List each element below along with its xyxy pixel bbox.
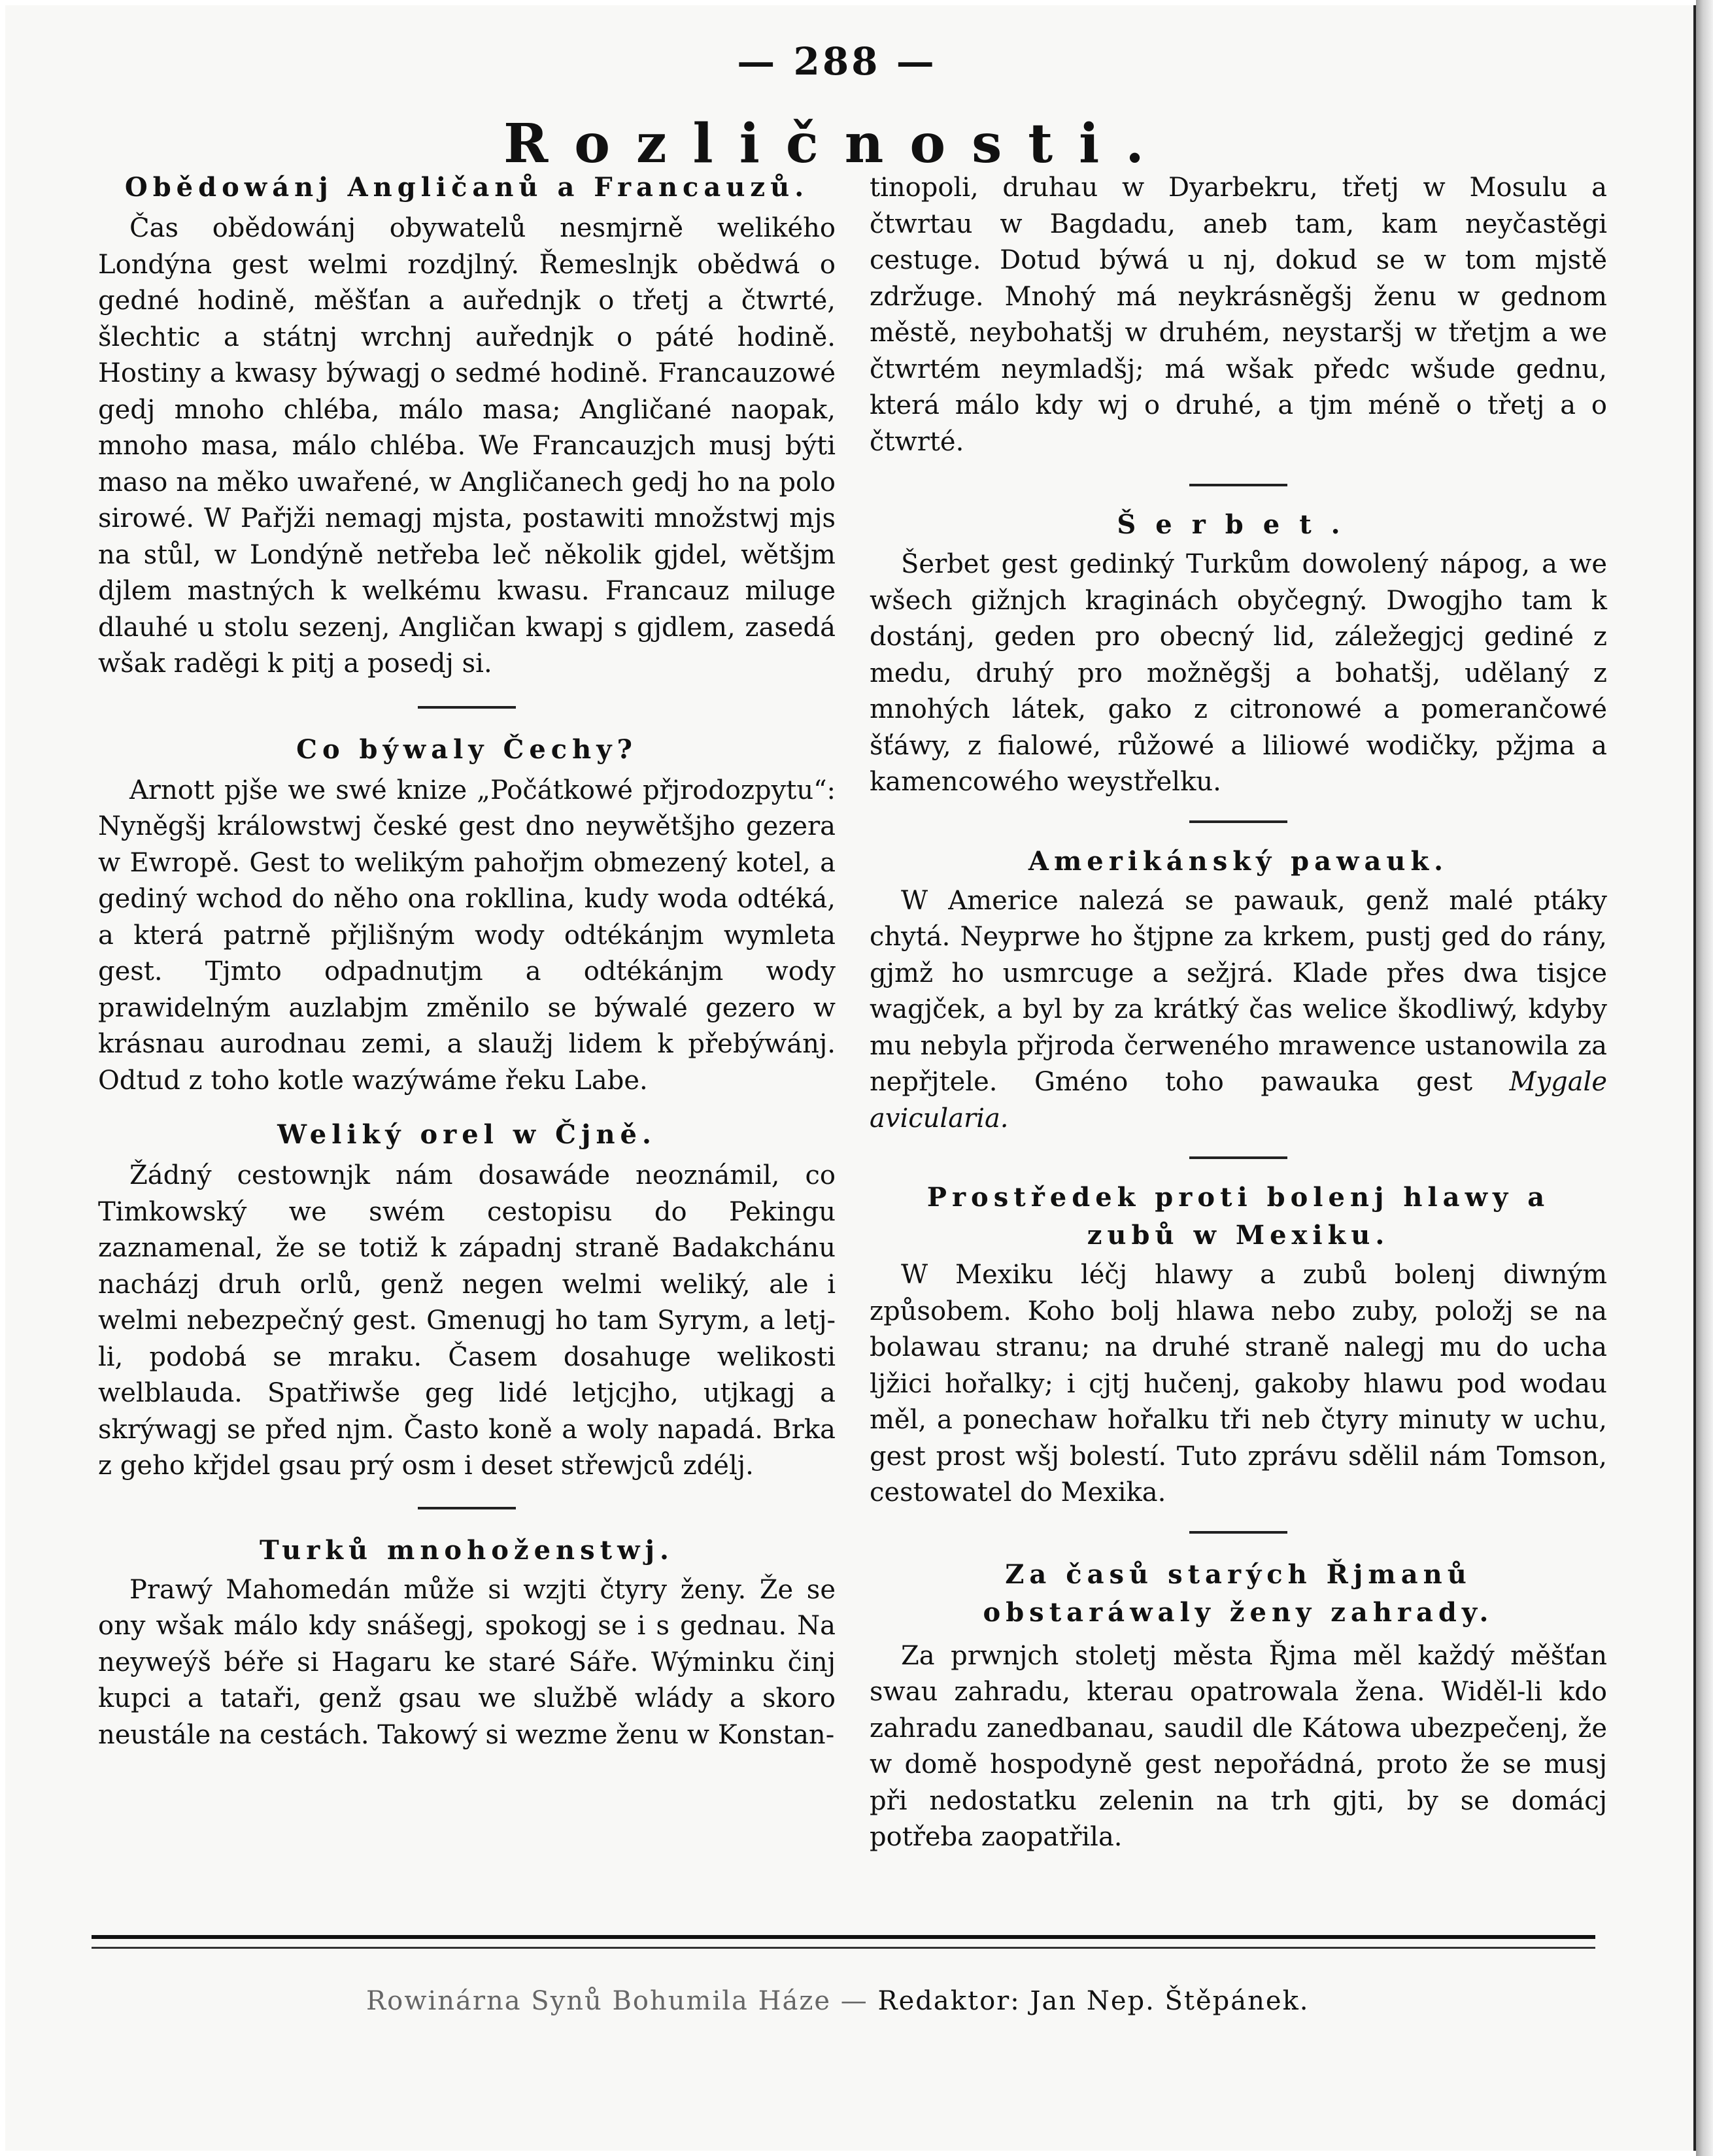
divider [1189, 1156, 1287, 1159]
divider [1189, 484, 1287, 486]
heading-mexico-remedy: Prostředek proti bolenj hlawy a zubů w Mexiku. [926, 1182, 1550, 1251]
heading-polygamy: Turků mnohoženstwj. [260, 1534, 674, 1566]
imprint-separator: — [840, 1986, 868, 2016]
article-spider [870, 883, 1607, 1137]
article-polygamy: Prawý Mahomedán může si wzjti čtyry ženy. Že se ony wšak málo kdy snášegj, spokogj se i s gednau. Na neyweýš béře si Hagaru ke staré Sáře. Wýminku činj kupci a tataři, genž gsau we službě wlády a skoro neustále na cestách. Takowý si wezme ženu w Konstan- [98, 1574, 836, 1750]
heading-sherbet: Šerbet. [1117, 509, 1360, 540]
page-edge-shadow [1696, 0, 1713, 2156]
right-column [870, 169, 1607, 1856]
heading-bohemia: Co býwaly Čechy? [296, 733, 637, 765]
footer-rule-thick [92, 1935, 1595, 1939]
printer-name: Rowinárna Synů Bohumila Háze [366, 1986, 832, 2016]
latin-species-name: Mygale avicularia. [870, 1067, 1608, 1134]
editor-name: Redaktor: Jan Nep. Štěpánek. [877, 1986, 1310, 2016]
page-title: Rozličnosti. [503, 112, 1170, 175]
heading-dining: Obědowánj Angličanů a Francauzů. [124, 172, 809, 203]
page-number: — 288 — [737, 39, 937, 84]
article-sherbet: Šerbet gest gedinký Turkům dowolený nápog, a we wšech gižnjch kraginách obyčegný. Dwogjho tam k dostánj, geden pro obecný lid, záležegjcj gediné z medu, druhý pro možněgšj a bohatšj, udělaný z mnohých látek, gako z citronowé a pomerančowé šťáwy, z fialowé, růžowé a liliowé wodičky, pžjma a kamencowého weystřelku. [870, 549, 1607, 797]
footer-rule-thin [92, 1947, 1595, 1949]
imprint [366, 1986, 1412, 2016]
heading-eagle: Weliký orel w Čjně. [277, 1119, 656, 1150]
article-eagle: Žádný cestownjk nám dosawáde neoznámil, co Timkowský we swém cestopisu do Pekingu zaznamenal, že se totiž k západnj straně Badakchánu nacházj druh orlů, genž negen welmi weliký, ale i welmi nebezpečný gest. Gmenugj ho tam Syrym, a letj-li, podobá se mraku. Časem dosahuge welikosti welblauda. Spatřiwše geg lidé letjcjho, utjkagj a skrýwagj se před njm. Často koně a woly napadá. Brka z geho křjdel gsau prý osm i deset střewjců zdélj. [98, 1160, 836, 1481]
divider [418, 706, 516, 709]
left-column [98, 169, 836, 1753]
divider [1189, 820, 1287, 823]
divider [418, 1507, 516, 1509]
article-polygamy-continued: tinopoli, druhau w Dyarbekru, třetj w Mosulu a čtwrtau w Bagdadu, aneb tam, kam neyčastěgi cestuge. Dotud býwá u nj, dokud se w tom mjstě zdržuge. Mnohý má neykrásněgšj ženu w gednom městě, neybohatšj w druhém, neystaršj w třetjm a we čtwrtém neymladšj; má wšak předc wšude gednu, která málo kdy wj o druhé, a tjm méně o třetj a o čtwrté. [870, 173, 1607, 457]
article-spider-text: W Americe nalezá se pawauk, genž malé ptáky chytá. Neyprwe ho štjpne za krkem, pustj ged do rány, gjmž ho usmrcuge a sežjrá. Klade přes dwa tisjce wagjček, a byl by za krátký čas welice škodliwý, kdyby mu nebyla přjroda čerweného mrawence ustanowila za nepřjtele. Gméno toho pawauka gest [870, 885, 1607, 1097]
article-bohemia: Arnott pjše we swé knize „Počátkowé přjrodozpytu“: Nyněgšj králowstwj české gest dno neywětšjho gezera w Ewropě. Gest to welikým pahořjm obmezený kotel, a gediný wchod do něho ona rokllina, kudy woda odtéká, a která patrně přjlišným wody odtékánjm wymleta gest. Tjmto odpadnutjm a odtékánjm wody prawidelným auzlabjm změnilo se býwalé gezero w krásnau aurodnau zemi, a slaužj lidem k přebýwánj. Odtud z toho kotle wazýwáme řeku Labe. [98, 775, 836, 1096]
heading-spider: Amerikánský pawauk. [1028, 845, 1449, 877]
article-mexico-remedy: W Mexiku léčj hlawy a zubů bolenj diwným způsobem. Koho bolj hlawa nebo zuby, položj se na bolawau stranu; na druhé straně nalegj mu do ucha ljžici hořalky; i cjtj hučenj, gakoby hlawu pod wodau měl, a ponechaw hořalku tři neb čtyry minuty w uchu, gest prost wšj bolestí. Tuto zprávu sdělil nám Tomson, cestowatel do Mexika. [870, 1260, 1607, 1508]
article-roman-gardens: Za prwnjch stoletj města Řjma měl každý měšťan swau zahradu, kterau opatrowala žena. Widěl-li kdo zahradu zanedbanau, saudil dle Kátowa ubezpečenj, že w domě hospodyně gest nepořádná, proto že se musj při nedostatku zelenin na trh gjti, by se domácj potřeba zaopatřila. [870, 1640, 1607, 1852]
divider [1189, 1531, 1287, 1534]
article-dining: Čas obědowánj obywatelů nesmjrně welikého Londýna gest welmi rozdjlný. Řemeslnjk obědwá o gedné hodině, měšťan a auřednjk o třetj a čtwrté, šlechtic a státnj wrchnj auřednjk o páté hodině. Hostiny a kwasy býwagj o sedmé hodině. Francauzowé gedj mnoho chléba, málo masa; Angličané naopak, mnoho masa, málo chléba. We Francauzjch musj býti maso na měko uwařené, w Angličanech gedj ho na polo sirowé. W Pařjži nemagj mjsta, postawiti množstwj mjs na stůl, w Londýně netřeba leč několik gjdel, wětšjm djlem mastných k welkému kwasu. Francauz miluge dlauhé u stolu sezenj, Angličan kwapj s gjdlem, zasedá wšak raděgi k pitj a posedj si. [98, 213, 836, 679]
heading-roman-gardens: Za časů starých Řjmanů obstaráwaly ženy zahrady. [983, 1558, 1494, 1628]
